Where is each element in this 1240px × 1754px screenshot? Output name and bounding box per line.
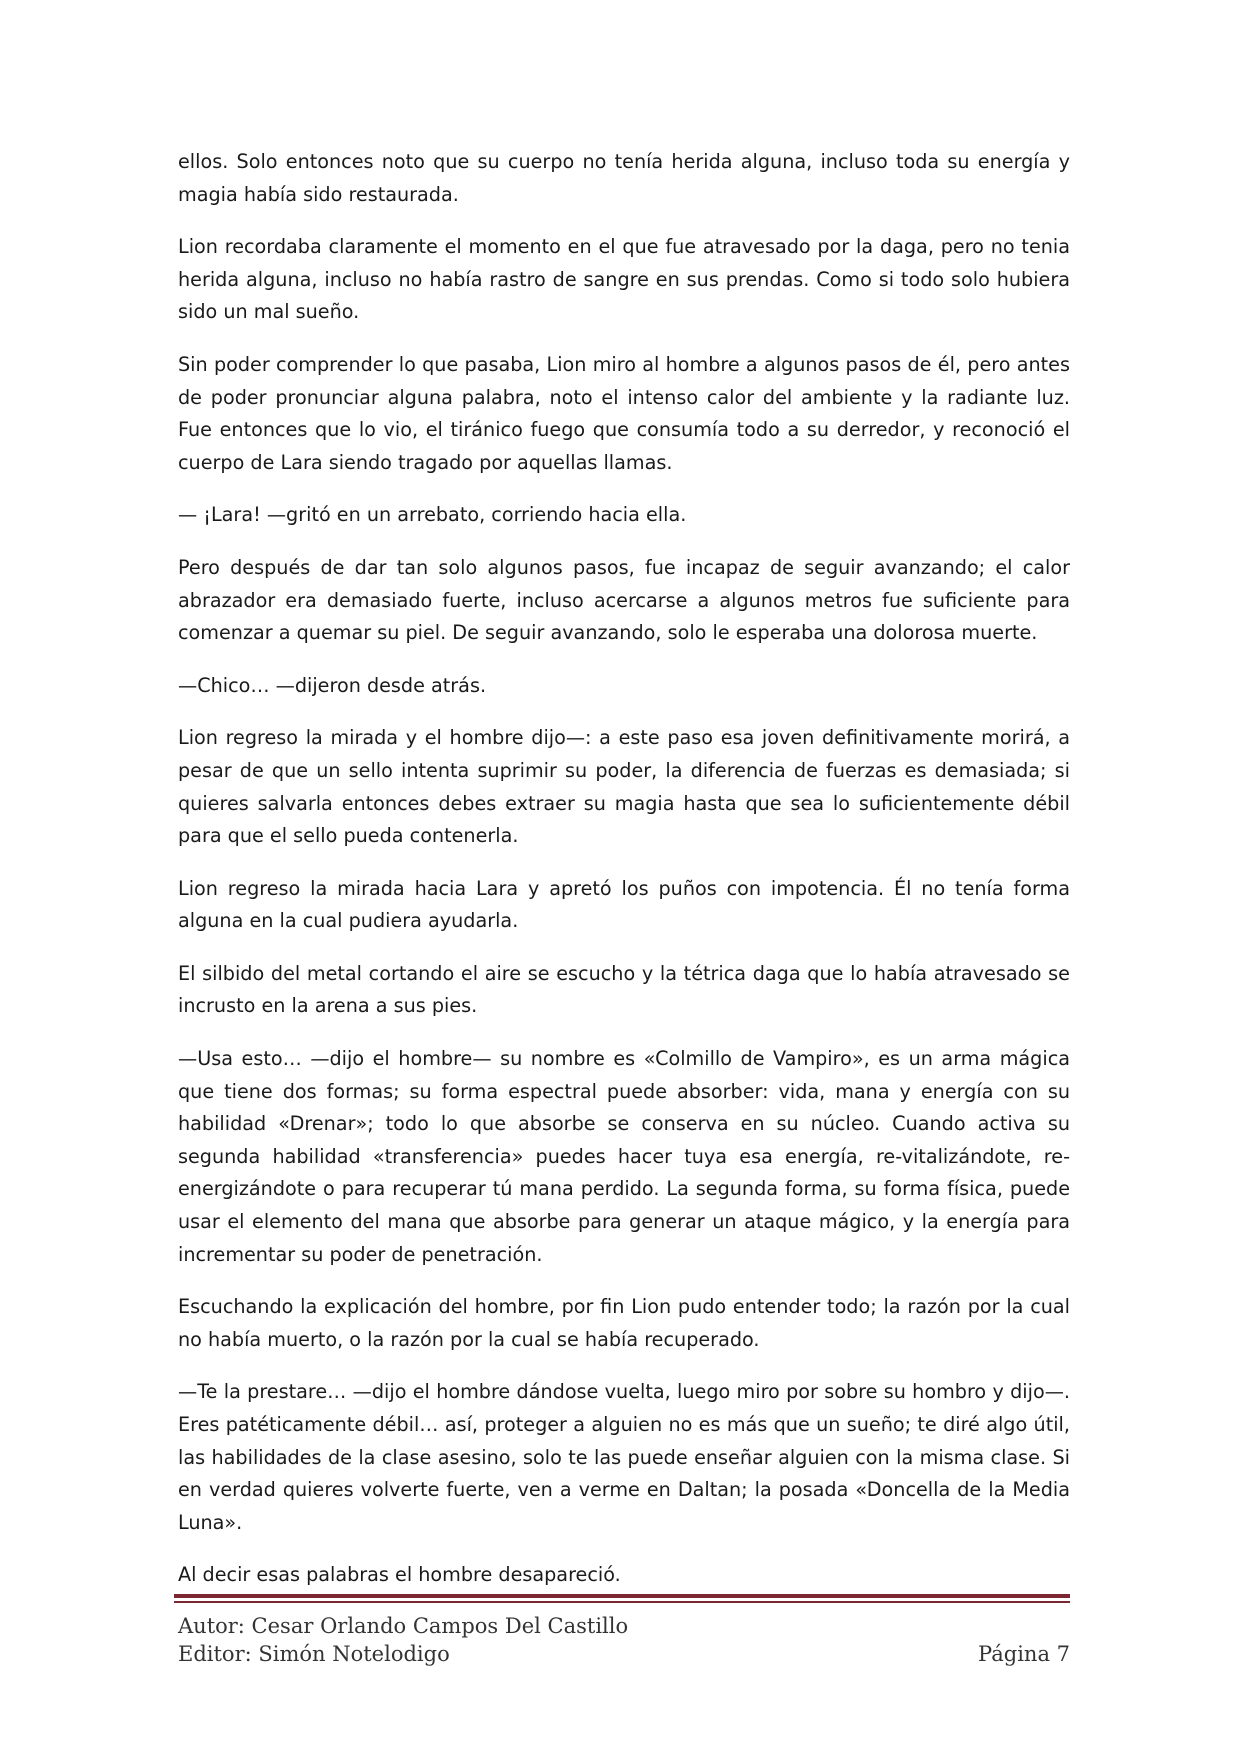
paragraph: Lion regreso la mirada hacia Lara y apretó los puños con impotencia. Él no tenía forma alguna en la cual pudiera ayudarla. [178,876,1070,933]
paragraph: —Usa esto… —dijo el hombre— su nombre es «Colmillo de Vampiro», es un arma mágica que tiene dos formas; su forma espectral puede absorber: vida, mana y energía con su habilidad «Drenar»; todo lo que absorbe se conserva en su núcleo. Cuando activa su segunda habilidad «transferencia» puedes hacer tuya esa energía, re-vitalizándote, re-energizándote o para recuperar tú mana perdido. La segunda forma, su forma física, puede usar el elemento del mana que absorbe para generar un ataque mágico, y la energía para incrementar su poder de penetración. [178,1047,1070,1266]
footer-rule-thin [174,1601,1070,1603]
paragraph: Escuchando la explicación del hombre, por fin Lion pudo entender todo; la razón por la cual no había muerto, o la razón por la cual se había recuperado. [178,1295,1070,1351]
page-number: Página 7 [978,1642,1070,1666]
footer-editor-line [178,1640,1070,1668]
footer-rule-thick [174,1594,1070,1598]
paragraph: Sin poder comprender lo que pasaba, Lion miro al hombre a algunos pasos de él, pero antes de poder pronunciar alguna palabra, noto el intenso calor del ambiente y la radiante luz. Fue entonces que lo vio, el tiránico fuego que consumía todo a su derredor, y reconoció el cuerpo de Lara siendo tragado por aquellas llamas. [178,352,1070,474]
paragraph: ellos. Solo entonces noto que su cuerpo no tenía herida alguna, incluso toda su energía y magia había sido restaurada. [178,150,1070,206]
paragraph: —Te la prestare… —dijo el hombre dándose vuelta, luego miro por sobre su hombro y dijo—. Eres patéticamente débil… así, proteger a alguien no es más que un sueño; te diré algo útil, las habilidades de la clase asesino, solo te las puede enseñar alguien con la misma clase. Si en verdad quieres volverte fuerte, ven a verme en Daltan; la posada «Doncella de la Media Luna». [178,1380,1070,1534]
paragraph: Pero después de dar tan solo algunos pasos, fue incapaz de seguir avanzando; el calor abrazador era demasiado fuerte, incluso acercarse a algunos metros fue suficiente para comenzar a quemar su piel. De seguir avanzando, solo le esperaba una dolorosa muerte. [178,555,1070,645]
footer-author: Autor: Cesar Orlando Campos Del Castillo [178,1614,629,1638]
footer-author-line [178,1612,1070,1640]
paragraph: Al decir esas palabras el hombre desapareció. [178,1563,621,1587]
paragraph: Lion regreso la mirada y el hombre dijo—: a este paso esa joven definitivamente morirá, a pesar de que un sello intenta suprimir su poder, la diferencia de fuerzas es demasiada; si quieres salvarla entonces debes extraer su magia hasta que sea lo suficientemente débil para que el sello pueda contenerla. [178,726,1070,848]
footer-editor: Editor: Simón Notelodigo [178,1642,450,1666]
paragraph: El silbido del metal cortando el aire se escucho y la tétrica daga que lo había atravesado se incrusto en la arena a sus pies. [178,961,1070,1018]
paragraph: Lion recordaba claramente el momento en el que fue atravesado por la daga, pero no tenia herida alguna, incluso no había rastro de sangre en sus prendas. Como si todo solo hubiera sido un mal sueño. [178,235,1070,324]
body-text [178,146,1070,1612]
paragraph: —Chico… —dijeron desde atrás. [178,673,487,697]
paragraph: — ¡Lara! —gritó en un arrebato, corriendo hacia ella. [178,503,687,527]
page-footer [178,1612,1070,1668]
